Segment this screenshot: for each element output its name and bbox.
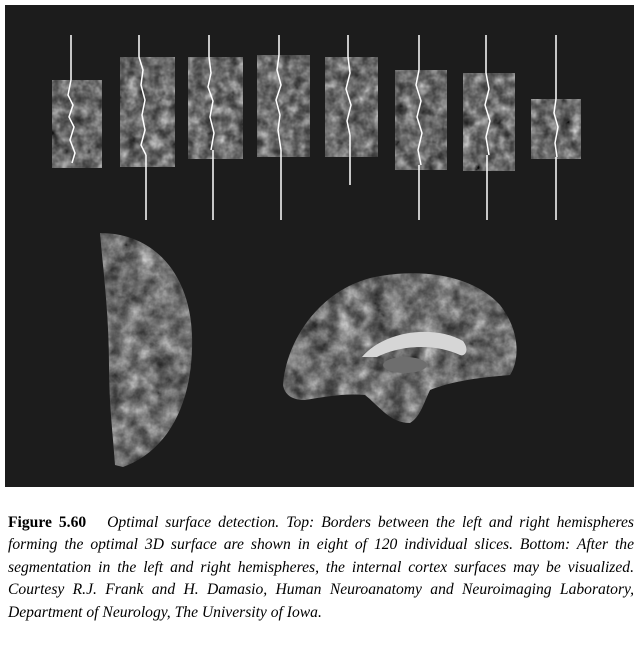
medial-cortex-surface <box>283 273 517 423</box>
left-hemisphere-surface <box>100 233 192 467</box>
figure-image <box>5 5 634 487</box>
slice-3 <box>188 35 243 220</box>
figure-caption <box>8 512 634 624</box>
slice-6 <box>395 35 447 220</box>
slice-1 <box>52 35 102 168</box>
slice-7 <box>463 35 515 220</box>
figure-label: Figure 5.60 <box>8 514 87 531</box>
caption-text: Optimal surface detection. Top: Borders between the left and right hemispheres forming the optimal 3D surface are shown in eight of 120 individual slices. Bottom: After the segmentation in the left and right hemispheres, the internal cortex surfaces may be visualized. Courtesy R.J. Frank and H. Damasio, Human Neuroanatomy and Neuroimaging Laboratory, Department of Neurology, The University of Iowa. <box>8 514 634 621</box>
slice-8 <box>531 35 581 220</box>
slice-5 <box>325 35 378 185</box>
slice-4 <box>257 35 310 220</box>
slice-2 <box>120 35 175 220</box>
